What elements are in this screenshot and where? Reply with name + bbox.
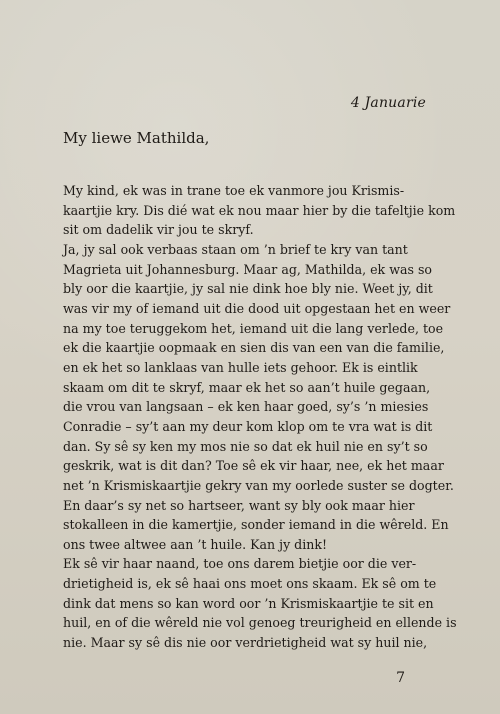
body-line: ek die kaartjie oopmaak en sien dis van een van die familie, [63,340,445,356]
body-line: ons twee altwee aan ’t huile. Kan jy dink! [63,536,328,552]
paragraph-1 [63,181,456,240]
body-line: Ja, jy sal ook verbaas staan om ’n brief te kry van tant [63,241,408,257]
page-number: 7 [396,670,405,686]
letter-body [63,181,457,653]
body-line: sit om dadelik vir jou te skryf. [63,222,254,238]
body-line: huil, en of die wêreld nie vol genoeg treurigheid en ellende is [63,615,457,631]
body-line: dink dat mens so kan word oor ’n Krismiskaartjie te sit en [63,595,434,611]
body-line: kaartjie kry. Dis dié wat ek nou maar hier by die tafeltjie kom [63,202,456,218]
body-line: die vrou van langsaan – ek ken haar goed, sy’s ’n miesies [63,399,429,415]
paragraph-2 [63,240,454,496]
body-line: en ek het so lanklaas van hulle iets gehoor. Ek is eintlik [63,359,418,375]
body-line: stokalleen in die kamertjie, sonder iemand in die wêreld. En [63,517,449,533]
paragraph-3 [63,496,449,555]
body-line: na my toe teruggekom het, iemand uit die lang verlede, toe [63,320,444,336]
body-line: geskrik, wat is dit dan? Toe sê ek vir haar, nee, ek het maar [63,458,444,474]
body-line: nie. Maar sy sê dis nie oor verdrietigheid wat sy huil nie, [63,635,428,651]
body-line: bly oor die kaartjie, jy sal nie dink hoe bly nie. Weet jy, dit [63,281,433,297]
body-line: skaam om dit te skryf, maar ek het so aan’t huile gegaan, [63,379,431,395]
body-line: net ’n Krismiskaartjie gekry van my oorlede suster se dogter. [63,477,454,493]
letter-date: 4 Januarie [350,95,426,111]
body-line: Conradie – sy’t aan my deur kom klop om te vra wat is dit [63,418,433,434]
body-line: was vir my of iemand uit die dood uit opgestaan het en weer [63,300,451,316]
body-line: drietigheid is, ek sê haai ons moet ons skaam. Ek sê om te [63,576,437,592]
body-line: My kind, ek was in trane toe ek vanmore jou Krismis- [63,183,405,198]
body-line: Magrieta uit Johannesburg. Maar ag, Mathilda, ek was so [63,261,432,277]
salutation: My liewe Mathilda, [63,129,210,147]
paragraph-4 [63,554,457,652]
body-line: Ek sê vir haar naand, toe ons darem bietjie oor die ver- [63,556,417,572]
body-line: En daar’s sy net so hartseer, want sy bly ook maar hier [63,497,415,513]
body-line: dan. Sy sê sy ken my mos nie so dat ek huil nie en sy’t so [63,438,428,454]
